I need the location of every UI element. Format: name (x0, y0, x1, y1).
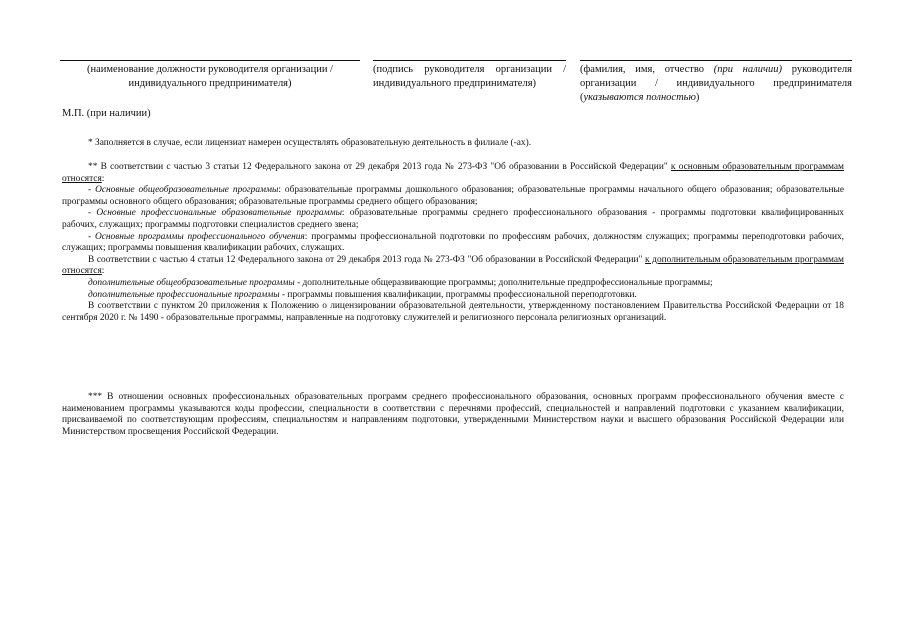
signature-name-column (580, 60, 852, 105)
footnote-2-item-professional: - Основные профессиональные образовательные программы: образовательные программы среднего профессионального образования - программы подготовки квалифицированных рабочих, служащих; программы подготовки специалистов среднего звена; (62, 208, 844, 230)
footnote-2-additional-professional: дополнительные профессиональные программы - программы повышения квалификации, программы профессиональной переподготовки. (88, 289, 637, 300)
signature-name-line (580, 60, 852, 61)
signature-name-caption: (фамилия, имя, отчество (при наличии) руководителя организации / индивидуального предпринимателя (указываются полностью) (580, 64, 852, 103)
signature-position-caption: (наименование должности руководителя организации / индивидуального предпринимателя) (87, 64, 333, 89)
footnote-2-additional-general: дополнительные общеобразовательные программы - дополнительные общеразвивающие программы; дополнительные предпрофессиональные программы; (88, 277, 713, 288)
footnote-2-item-general: - Основные общеобразовательные программы: образовательные программы дошкольного образования; образовательные программы начального общего образования; образовательные программы основного общего образования; образовательные программы среднего общего образования; (62, 185, 844, 207)
footnote-2-item-training: - Основные программы профессионального обучения: программы профессиональной подготовки по профессиям рабочих, должностям служащих; программы переподготовки рабочих, служащих; программы повышения квалификации рабочих, служащих. (62, 231, 844, 254)
footnote-2-point20: В соответствии с пунктом 20 приложения к Положению о лицензировании образовательной деятельности, утвержденному постановлением Правительства Российской Федерации от 18 сентября 2020 г. № 1490 - образовательные программы, направленные на подготовку служителей и религиозного персонала религиозных организаций. (62, 301, 844, 323)
footnote-1 (62, 138, 844, 150)
signature-sign-caption: (подпись руководителя организации / индивидуального предпринимателя) (373, 64, 566, 89)
footnote-2 (62, 162, 844, 324)
footnote-1-text: * Заполняется в случае, если лицензиат намерен осуществлять образовательную деятельность в филиале (-ах). (88, 138, 532, 148)
signature-position-column (60, 60, 360, 91)
signature-sign-line (373, 60, 566, 61)
footnote-2-part4-intro: В соответствии с частью 4 статьи 12 Федерального закона от 29 декабря 2013 года № 273-ФЗ "Об образовании в Российской Федерации" к дополнительным образовательным программам относятся: (62, 254, 844, 277)
footnote-3 (62, 392, 844, 438)
footnote-3-text: *** В отношении основных профессиональных образовательных программ среднего профессионального образования, основных программ профессионального обучения вместе с наименованием программы указываются коды профессии, специальности в соответствии с перечнями профессий, специальностей и направлений подготовки с указанием квалификации, присваиваемой по соответствующим профессиям, специальностям и направлениям подготовки, утвержденными Министерством науки и высшего образования Российской Федерации или Министерством просвещения Российской Федерации. (62, 392, 844, 437)
footnote-2-intro: ** В соответствии с частью 3 статьи 12 Федерального закона от 29 декабря 2013 года № 273-ФЗ "Об образовании в Российской Федерации" к основным образовательным программам относятся: (62, 162, 844, 184)
signature-sign-column (373, 60, 566, 91)
stamp-place-label: М.П. (при наличии) (62, 108, 151, 119)
signature-position-line (60, 60, 360, 61)
